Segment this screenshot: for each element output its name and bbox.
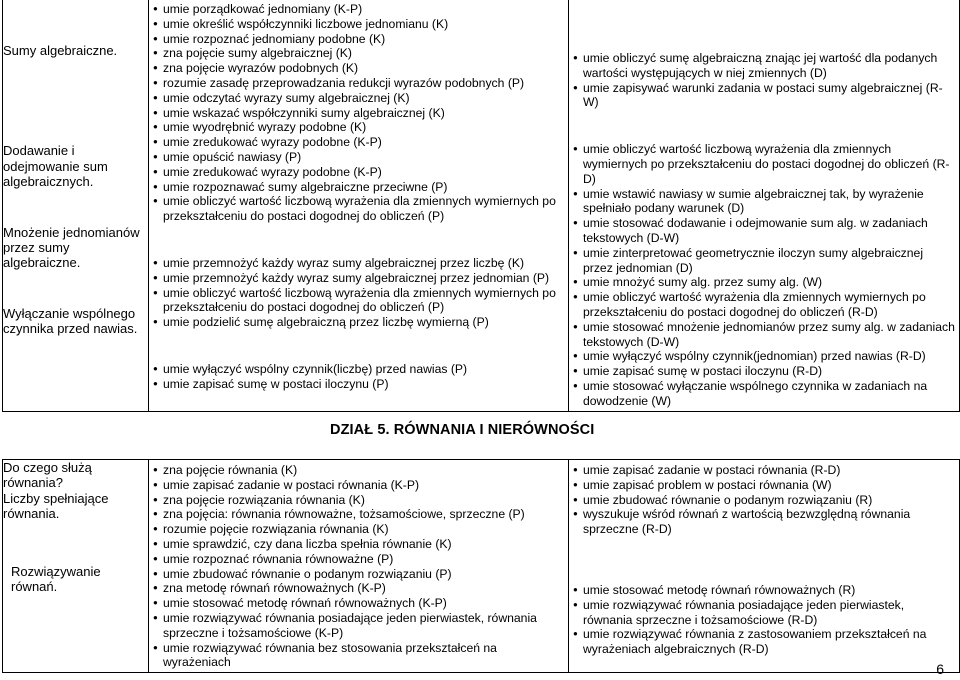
list-item: ● rozumie pojęcie rozwiązania równania (K) — [153, 522, 564, 537]
section-table-algebraic-sums — [2, 0, 960, 412]
section-heading: DZIAŁ 5. RÓWNANIA I NIERÓWNOŚCI — [330, 422, 595, 438]
list-item: ● zna pojęcia: równania równoważne, tożsamościowe, sprzeczne (P) — [153, 507, 564, 522]
list-item: ● umie rozpoznawać sumy algebraiczne przeciwne (P) — [153, 180, 564, 195]
advanced-requirements-cell — [569, 0, 960, 411]
list-item: ● umie stosować mnożenie jednomianów przez sumy alg. w zadaniach tekstowych (D-W) — [573, 320, 955, 350]
list-item: ● umie stosować metodę równań równoważnych (K-P) — [153, 596, 564, 611]
list-item: ● umie sprawdzić, czy dana liczba spełnia równanie (K) — [153, 537, 564, 552]
list-item: ● umie wyłączyć wspólny czynnik(jednomian) przed nawias (R-D) — [573, 349, 955, 364]
list-item: ● umie mnożyć sumy alg. przez sumy alg. (W) — [573, 275, 955, 290]
list-item: ● umie rozpoznać jednomiany podobne (K) — [153, 32, 564, 47]
list-item: ● umie zbudować równanie o podanym rozwiązaniu (P) — [153, 567, 564, 582]
list-item: ● umie rozwiązywać równania posiadające jeden pierwiastek, równania sprzeczne i tożsamościowe (R-D) — [573, 598, 955, 628]
list-item: ● zna pojęcie rozwiązania równania (K) — [153, 493, 564, 508]
list-item: ● umie rozpoznać równania równoważne (P) — [153, 552, 564, 567]
topics-cell — [3, 0, 149, 411]
list-item: ● rozumie zasadę przeprowadzania redukcji wyrazów podobnych (P) — [153, 76, 564, 91]
topic-label: Rozwiązywanie równań. — [11, 563, 101, 595]
list-item: ● umie rozwiązywać równania z zastosowaniem przekształceń na wyrażeniach algebraicznych (R-D) — [573, 627, 955, 657]
topic-label: Liczby spełniające równania. — [3, 490, 109, 522]
list-item: ● umie stosować metodę równań równoważnych (R) — [573, 583, 955, 598]
list-item: ● umie wyłączyć wspólny czynnik(liczbę) przed nawias (P) — [153, 362, 564, 377]
list-item: ● umie przemnożyć każdy wyraz sumy algebraicznej przez jednomian (P) — [153, 271, 564, 286]
list-item: ● umie podzielić sumę algebraiczną przez liczbę wymierną (P) — [153, 315, 564, 330]
topic-label: Dodawanie i odejmowanie sum algebraicznych. — [3, 143, 108, 190]
list-item: ● umie obliczyć wartość liczbową wyrażenia dla zmiennych wymiernych po przekształceniu do postaci dogodnej do obliczeń (R-D) — [573, 142, 955, 186]
topics-cell — [3, 460, 149, 673]
list-item: ● umie zapisać zadanie w postaci równania (R-D) — [573, 463, 955, 478]
list-item: ● umie rozwiązywać równania bez stosowania przekształceń na wyrażeniach — [153, 641, 564, 671]
list-item: ● zna pojęcie wyrazów podobnych (K) — [153, 61, 564, 76]
topic-label: Sumy algebraiczne. — [3, 43, 118, 58]
list-item: ● umie zbudować równanie o podanym rozwiązaniu (R) — [573, 493, 955, 508]
page-number: 6 — [936, 661, 944, 677]
list-item: ● zna metodę równań równoważnych (K-P) — [153, 581, 564, 596]
list-item: ● umie obliczyć wartość wyrażenia dla zmiennych wymiernych po przekształceniu do postaci dogodnej do obliczeń (R-D) — [573, 290, 955, 320]
list-item: ● umie przemnożyć każdy wyraz sumy algebraicznej przez liczbę (K) — [153, 256, 564, 271]
section-table-equations — [2, 459, 960, 673]
list-item: ● umie zapisać zadanie w postaci równania (K-P) — [153, 478, 564, 493]
list-item: ● umie zapisać problem w postaci równania (W) — [573, 478, 955, 493]
list-item: ● umie zapisywać warunki zadania w postaci sumy algebraicznej (R-W) — [573, 81, 955, 111]
list-item: ● umie wstawić nawiasy w sumie algebraicznej tak, by wyrażenie spełniało podany warunek (D) — [573, 187, 955, 217]
topic-label: Wyłączanie wspólnego czynnika przed nawias. — [3, 305, 138, 337]
list-item: ● umie obliczyć wartość liczbową wyrażenia dla zmiennych wymiernych po przekształceniu do postaci dogodnej do obliczeń (P) — [153, 286, 564, 316]
list-item: ● umie wskazać współczynniki sumy algebraicznej (K) — [153, 106, 564, 121]
list-item: ● umie obliczyć sumę algebraiczną znając jej wartość dla podanych wartości występujących w niej zmiennych (D) — [573, 51, 955, 81]
list-item: ● umie rozwiązywać równania posiadające jeden pierwiastek, równania sprzeczne i tożsamościowe (K-P) — [153, 611, 564, 641]
list-item: ● umie zapisać sumę w postaci iloczynu (P) — [153, 377, 564, 392]
advanced-requirements-cell — [569, 460, 960, 673]
list-item: ● wyszukuje wśród równań z wartością bezwzględną równania sprzeczne (R-D) — [573, 507, 955, 537]
list-item: ● umie określić współczynniki liczbowe jednomianu (K) — [153, 17, 564, 32]
list-item: ● umie zinterpretować geometrycznie iloczyn sumy algebraicznej przez jednomian (D) — [573, 246, 955, 276]
list-item: ● umie zapisać sumę w postaci iloczynu (R-D) — [573, 364, 955, 379]
list-item: ● umie zredukować wyrazy podobne (K-P) — [153, 135, 564, 150]
list-item: ● umie stosować dodawanie i odejmowanie sum alg. w zadaniach tekstowych (D-W) — [573, 216, 955, 246]
basic-requirements-cell — [149, 460, 569, 673]
list-item: ● umie zredukować wyrazy podobne (K-P) — [153, 165, 564, 180]
list-item: ● umie odczytać wyrazy sumy algebraicznej (K) — [153, 91, 564, 106]
list-item: ● umie wyodrębnić wyrazy podobne (K) — [153, 120, 564, 135]
list-item: ● zna pojęcie równania (K) — [153, 463, 564, 478]
list-item: ● zna pojęcie sumy algebraicznej (K) — [153, 46, 564, 61]
list-item: ● umie opuścić nawiasy (P) — [153, 150, 564, 165]
list-item: ● umie obliczyć wartość liczbową wyrażenia dla zmiennych wymiernych po przekształceniu do postaci dogodnej do obliczeń (P) — [153, 194, 564, 224]
basic-requirements-cell — [149, 0, 569, 411]
topic-label: Mnożenie jednomianów przez sumy algebraiczne. — [3, 224, 140, 271]
topic-label: Do czego służą równania? — [3, 460, 92, 491]
list-item: ● umie stosować wyłączanie wspólnego czynnika w zadaniach na dowodzenie (W) — [573, 379, 955, 409]
list-item: ● umie porządkować jednomiany (K-P) — [153, 2, 564, 17]
